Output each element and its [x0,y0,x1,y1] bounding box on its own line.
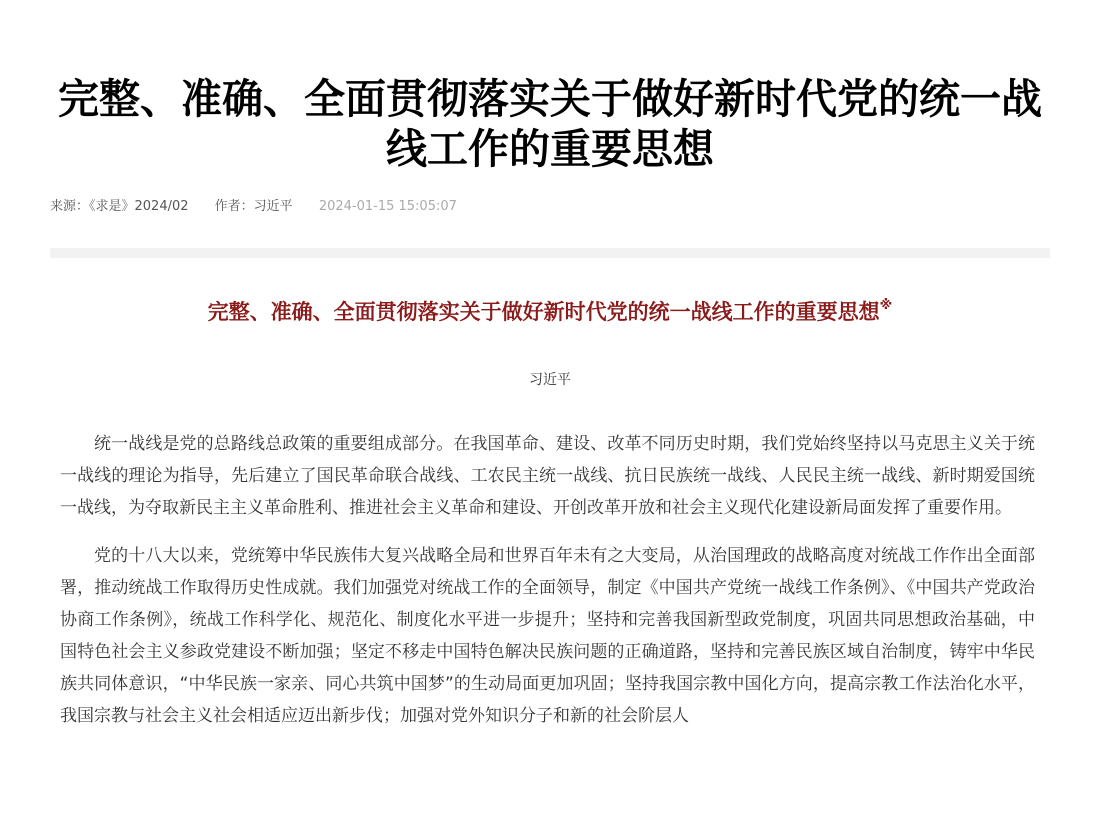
section-divider [50,248,1050,258]
article-subtitle-text: 完整、准确、全面贯彻落实关于做好新时代党的统一战线工作的重要思想 [207,300,880,324]
body-paragraph: 统一战线是党的总路线总政策的重要组成部分。在我国革命、建设、改革不同历史时期，我们党始终坚持以马克思主义关于统一战线的理论为指导，先后建立了国民革命联合战线、工农民主统一战线、抗日民族统一战线、人民民主统一战线、新时期爱国统一战线，为夺取新民主主义革命胜利、推进社会主义革命和建设、开创改革开放和社会主义现代化建设新局面发挥了重要作用。 [60,434,1035,518]
article-meta [50,199,457,215]
meta-author: 作者：习近平 [214,199,293,214]
meta-source: 来源：《求是》2024/02 [50,199,189,214]
body-paragraph: 党的十八大以来，党统筹中华民族伟大复兴战略全局和世界百年未有之大变局，从治国理政的战略高度对统战工作作出全面部署，推动统战工作取得历史性成就。我们加强党对统战工作的全面领导，制定《中国共产党统一战线工作条例》、《中国共产党政治协商工作条例》，统战工作科学化、规范化、制度化水平进一步提升；坚持和完善我国新型政党制度，巩固共同思想政治基础，中国特色社会主义参政党建设不断加强；坚定不移走中国特色解决民族问题的正确道路，坚持和完善民族区域自治制度，铸牢中华民族共同体意识，“中华民族一家亲、同心共筑中国梦”的生动局面更加巩固；坚持我国宗教中国化方向，提高宗教工作法治化水平，我国宗教与社会主义社会相适应迈出新步伐；加强对党外知识分子和新的社会阶层人 [60,546,1035,726]
article-byline: 习近平 [529,372,571,388]
meta-datetime: 2024-01-15 15:05:07 [318,199,457,214]
article-body [60,428,1035,748]
footnote-mark[interactable]: ※ [879,298,893,313]
article-subtitle [50,296,1050,328]
page-title: 完整、准确、全面贯彻落实关于做好新时代党的统一战线工作的重要思想 [58,75,1042,173]
